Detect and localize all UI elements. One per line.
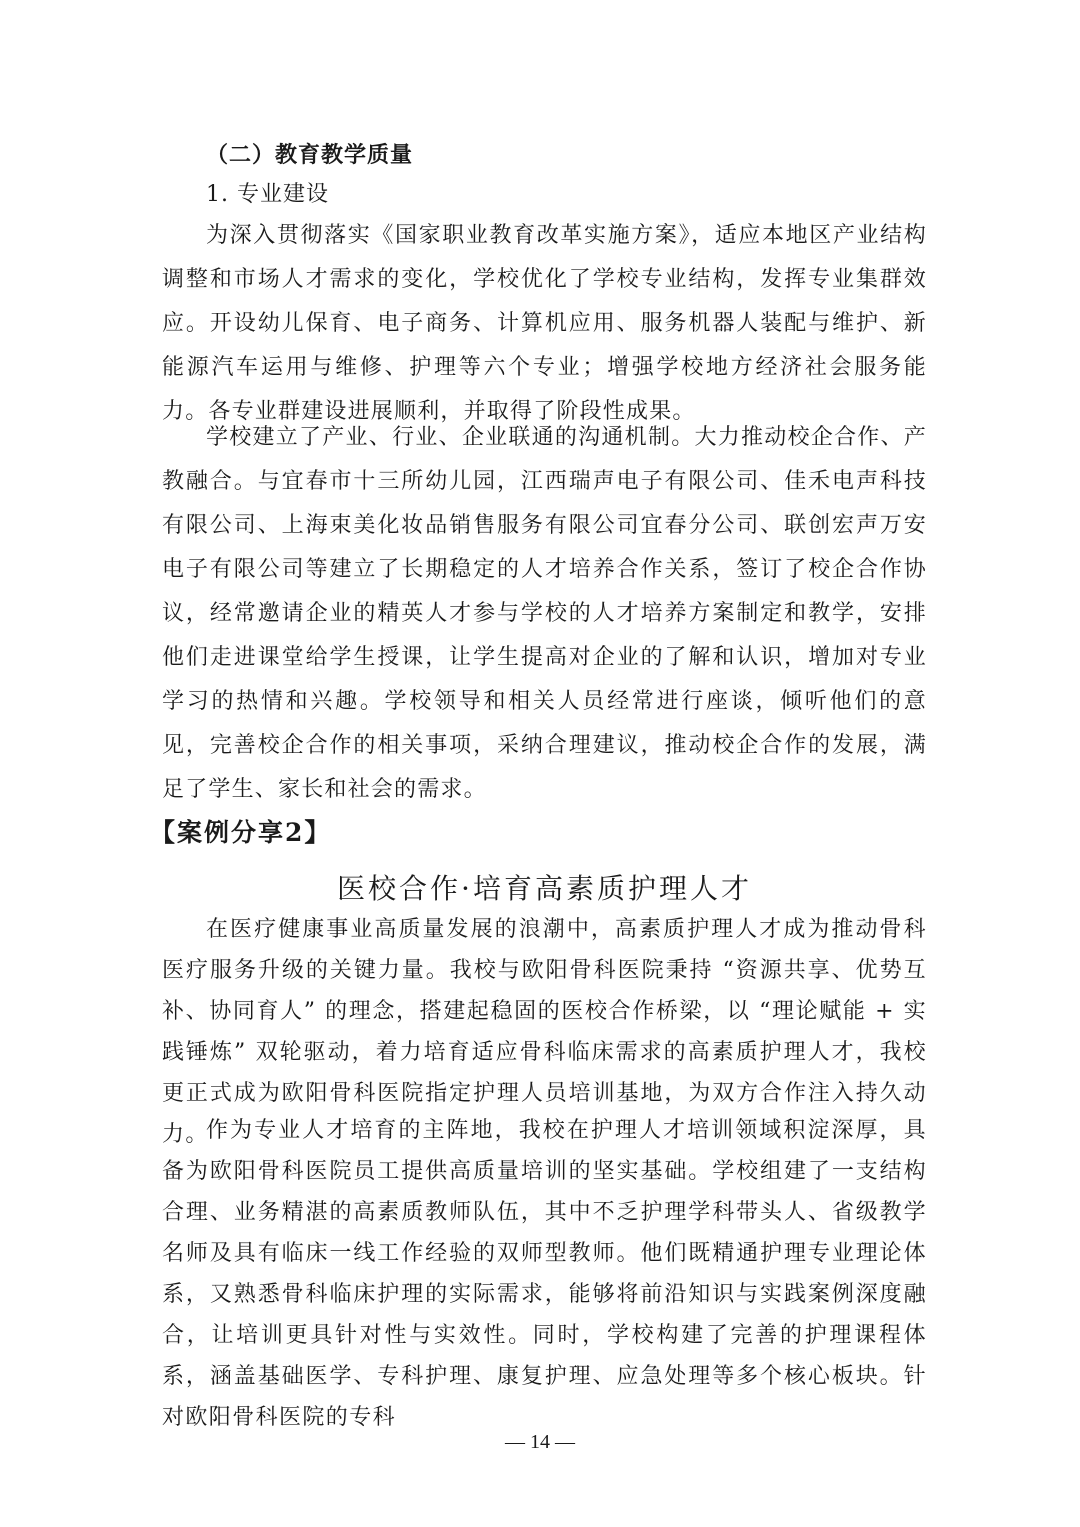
- case-share-tag: 【案例分享2】: [150, 818, 332, 847]
- subsection-heading: 1. 专业建设: [206, 182, 329, 207]
- section-heading: （二）教育教学质量: [206, 142, 414, 168]
- page-number: — 14 —: [505, 1431, 575, 1453]
- case-title: 医校合作·培育高素质护理人才: [337, 872, 752, 905]
- case-paragraph-training-base: 作为专业人才培育的主阵地，我校在护理人才培训领域积淀深厚，具备为欧阳骨科医院员工提供高质量培训的坚实基础。学校组建了一支结构合理、业务精湛的高素质教师队伍，其中不乏护理学科带头人、省级教学名师及具有临床一线工作经验的双师型教师。他们既精通护理专业理论体系，又熟悉骨科临床护理的实际需求，能够将前沿知识与实践案例深度融合，让培训更具针对性与实效性。同时，学校构建了完善的护理课程体系，涵盖基础医学、专科护理、康复护理、应急处理等多个核心板块。针对欧阳骨科医院的专科: [162, 1118, 927, 1430]
- paragraph-major-construction: 为深入贯彻落实《国家职业教育改革实施方案》，适应本地区产业结构调整和市场人才需求的变化，学校优化了学校专业结构，发挥专业集群效应。开设幼儿保育、电子商务、计算机应用、服务机器人装配与维护、新能源汽车运用与维修、护理等六个专业；增强学校地方经济社会服务能力。各专业群建设进展顺利，并取得了阶段性成果。: [162, 223, 927, 424]
- case-paragraph-intro: 在医疗健康事业高质量发展的浪潮中，高素质护理人才成为推动骨科医疗服务升级的关键力量。我校与欧阳骨科医院秉持 “资源共享、优势互补、协同育人” 的理念，搭建起稳固的医校合作桥梁，以 “理论赋能 + 实践锤炼” 双轮驱动，着力培育适应骨科临床需求的高素质护理人才，我校更正式成为欧阳骨科医院指定护理人员培训基地，为双方合作注入持久动力。: [162, 917, 927, 1147]
- paragraph-school-enterprise-cooperation: 学校建立了产业、行业、企业联通的沟通机制。大力推动校企合作、产教融合。与宜春市十三所幼儿园，江西瑞声电子有限公司、佳禾电声科技有限公司、上海束美化妆品销售服务有限公司宜春分公司、联创宏声万安电子有限公司等建立了长期稳定的人才培养合作关系，签订了校企合作协议，经常邀请企业的精英人才参与学校的人才培养方案制定和教学，安排他们走进课堂给学生授课，让学生提高对企业的了解和认识，增加对专业学习的热情和兴趣。学校领导和相关人员经常进行座谈，倾听他们的意见，完善校企合作的相关事项，采纳合理建议，推动校企合作的发展，满足了学生、家长和社会的需求。: [162, 425, 927, 802]
